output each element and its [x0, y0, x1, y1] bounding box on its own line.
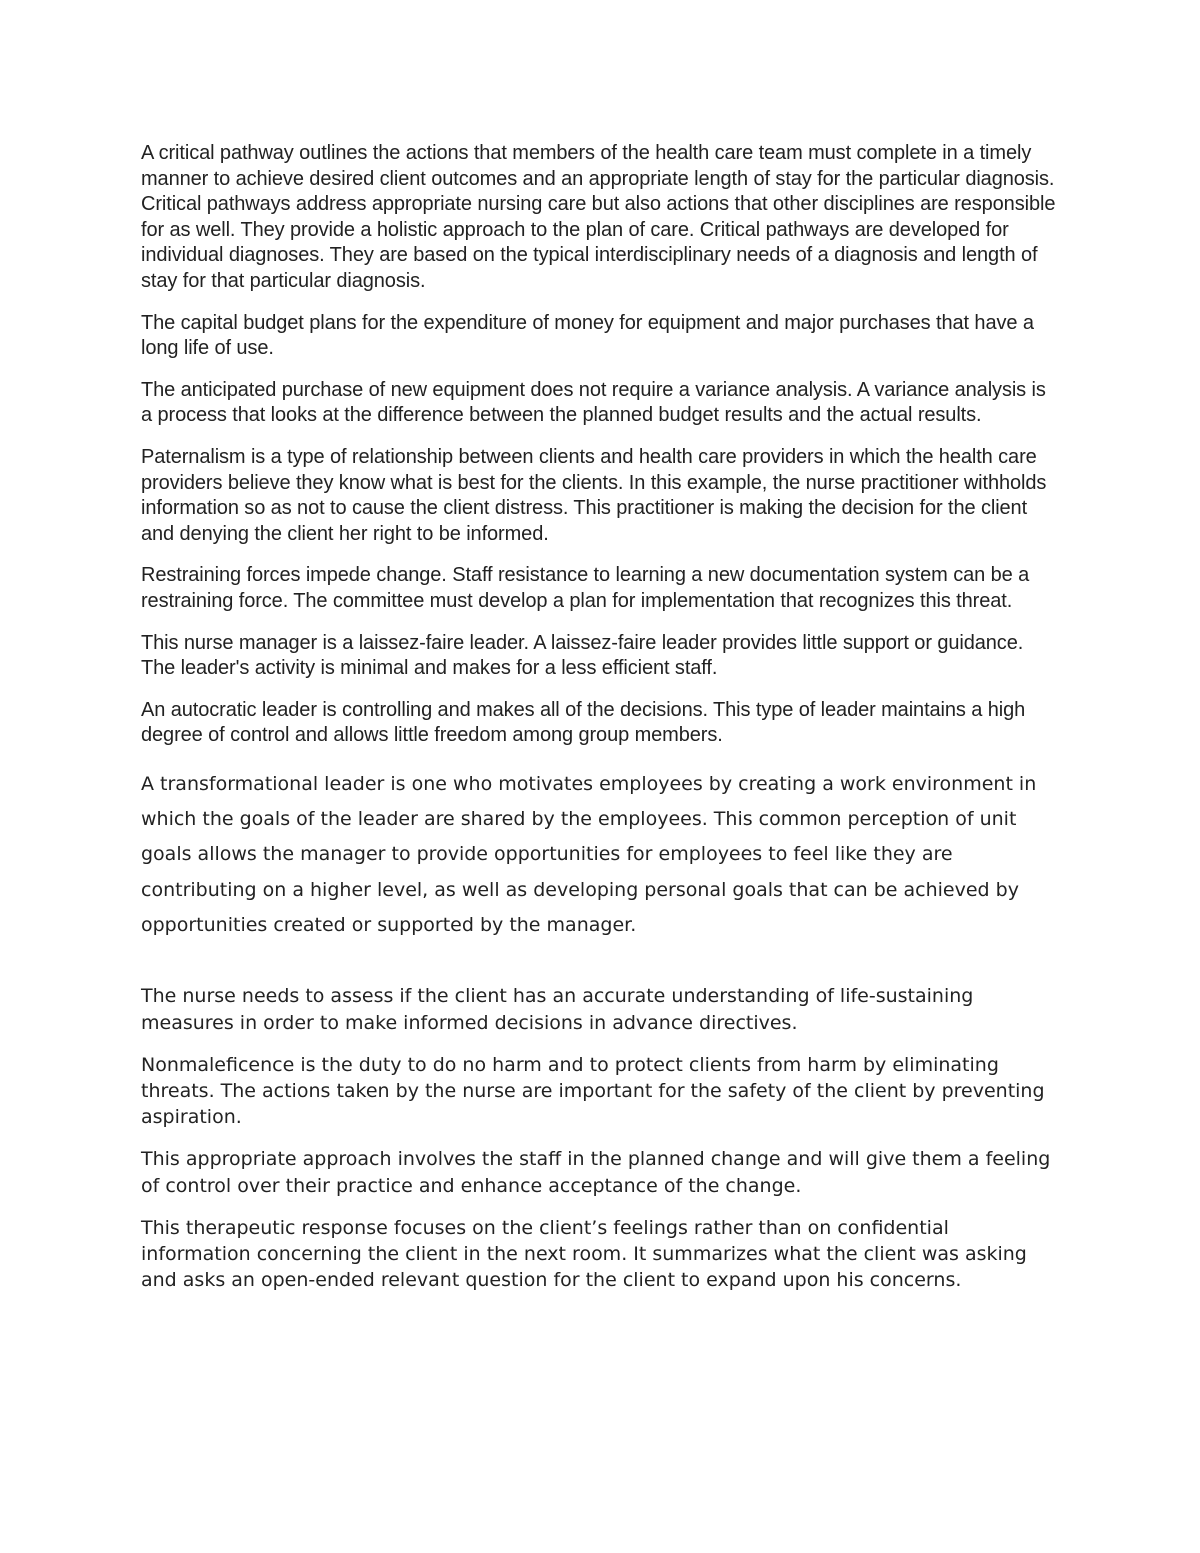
paragraph-variance-analysis: The anticipated purchase of new equipment does not require a variance analysis. A variance analysis is a process that looks at the difference between the planned budget results and the actual results.: [141, 378, 1046, 427]
paragraph-group-arial: [141, 141, 1059, 749]
paragraph-therapeutic-response: This therapeutic response focuses on the client’s feelings rather than on confidential information concerning the client in the next room. It summarizes what the client was asking and asks an open-ended relevant question for the client to expand upon his concerns.: [141, 1216, 1027, 1292]
paragraph-nonmaleficence: Nonmaleficence is the duty to do no harm and to protect clients from harm by eliminating threats. The actions taken by the nurse are important for the safety of the client by preventing aspiration.: [141, 1053, 1045, 1129]
paragraph-group-verdana-compact: [141, 983, 1059, 1293]
paragraph-restraining-forces: Restraining forces impede change. Staff resistance to learning a new documentation system can be a restraining force. The committee must develop a plan for implementation that recognizes this threat.: [141, 564, 1030, 612]
paragraph-critical-pathway: A critical pathway outlines the actions that members of the health care team must complete in a timely manner to achieve desired client outcomes and an appropriate length of stay for the particular diagnosis. Critical pathways address appropriate nursing care but also actions that other disciplines are responsible for as well. They provide a holistic approach to the plan of care. Critical pathways are developed for individual diagnoses. They are based on the typical interdisciplinary needs of a diagnosis and length of stay for that particular diagnosis.: [141, 142, 1056, 292]
paragraph-paternalism: Paternalism is a type of relationship between clients and health care providers in which the health care providers believe they know what is best for the clients. In this example, the nurse practitioner withholds information so as not to cause the client distress. This practitioner is making the decision for the client and denying the client her right to be informed.: [141, 445, 1047, 545]
paragraph-life-sustaining: The nurse needs to assess if the client has an accurate understanding of life-sustaining measures in order to make informed decisions in advance directives.: [141, 985, 974, 1034]
paragraph-laissez-faire: This nurse manager is a laissez-faire leader. A laissez-faire leader provides little support or guidance. The leader's activity is minimal and makes for a less efficient staff.: [141, 631, 1024, 680]
paragraph-group-verdana: [141, 767, 1059, 943]
paragraph-transformational-leader: A transformational leader is one who motivates employees by creating a work environment in which the goals of the leader are shared by the employees. This common perception of unit goals allows the manager to provide opportunities for employees to feel like they are contributing on a higher level, as well as developing personal goals that can be achieved by opportunities created or supported by the manager.: [141, 772, 1037, 937]
paragraph-autocratic-leader: An autocratic leader is controlling and makes all of the decisions. This type of leader maintains a high degree of control and allows little freedom among group members.: [141, 698, 1026, 747]
paragraph-planned-change: This appropriate approach involves the staff in the planned change and will give them a feeling of control over their practice and enhance acceptance of the change.: [141, 1148, 1051, 1197]
document-body: [141, 141, 1059, 1309]
paragraph-capital-budget: The capital budget plans for the expenditure of money for equipment and major purchases that have a long life of use.: [141, 311, 1034, 360]
